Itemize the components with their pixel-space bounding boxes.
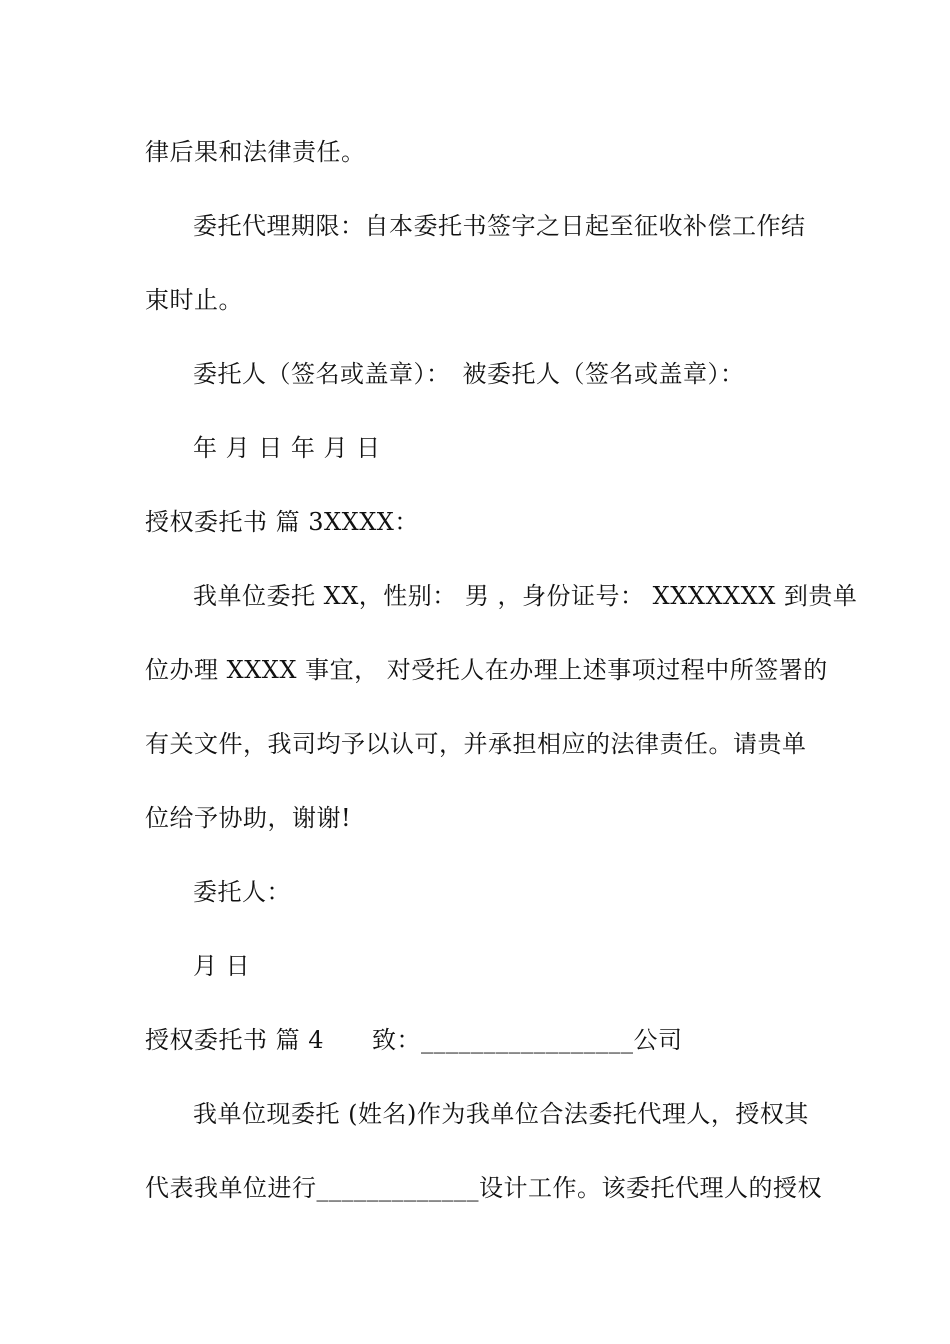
principal-label: 委托人： — [193, 878, 291, 906]
paragraph-line: 有关文件，我司均予以认可，并承担相应的法律责任。请贵单 — [145, 730, 807, 758]
paragraph-line: 我单位委托 XX，性别： 男 ，身份证号： XXXXXXX 到贵单 — [193, 582, 858, 610]
paragraph-line: 位办理 XXXX 事宜， 对受托人在办理上述事项过程中所签署的 — [145, 656, 828, 684]
recipient-line: 致：_________________公司 — [372, 1026, 683, 1054]
principal-signature-label: 委托人（签名或盖章）： — [193, 360, 451, 388]
date-line: 年 月 日 年 月 日 — [193, 434, 381, 462]
paragraph-line: 代表我单位进行_____________设计工作。该委托代理人的授权 — [145, 1174, 822, 1202]
date-line: 月 日 — [193, 952, 251, 980]
paragraph-line: 位给予协助，谢谢! — [145, 804, 352, 832]
section-heading: 授权委托书 篇 3XXXX： — [145, 508, 419, 536]
section-heading: 授权委托书 篇 4 — [145, 1026, 325, 1054]
agent-signature-label: 被委托人（签名或盖章）： — [462, 360, 745, 388]
paragraph-line: 律后果和法律责任。 — [145, 138, 366, 166]
paragraph-line: 我单位现委托 (姓名)作为我单位合法委托代理人，授权其 — [193, 1100, 809, 1128]
section-heading-line — [145, 1025, 825, 1055]
paragraph-line: 束时止。 — [145, 286, 243, 314]
paragraph-line: 委托代理期限：自本委托书签字之日起至征收补偿工作结 — [193, 212, 806, 240]
signature-line — [193, 359, 873, 389]
